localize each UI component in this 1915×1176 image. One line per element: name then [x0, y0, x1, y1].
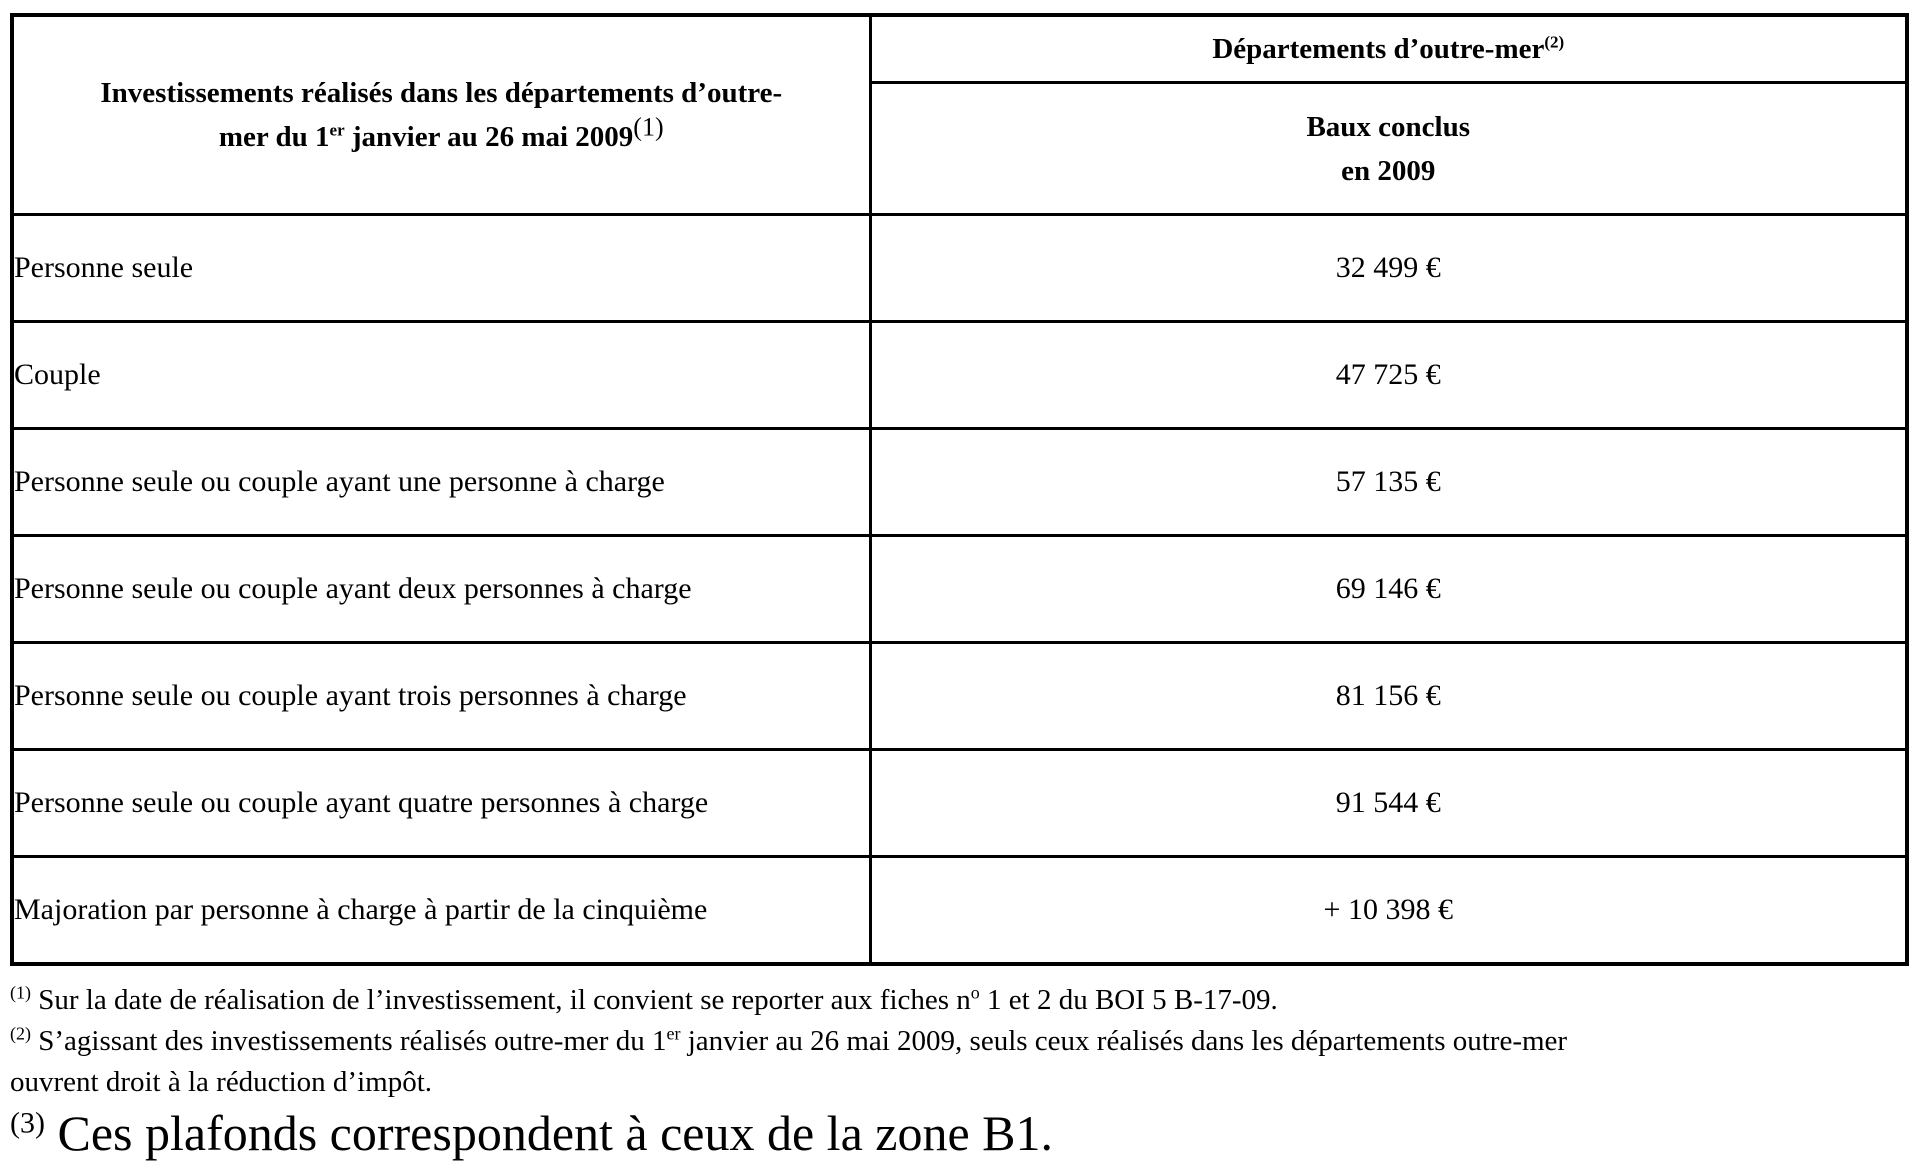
- row-label: Personne seule ou couple ayant quatre personnes à charge: [12, 750, 870, 857]
- row-label: Personne seule ou couple ayant trois personnes à charge: [12, 643, 870, 750]
- row-label: Personne seule: [12, 215, 870, 322]
- header-investments: [12, 15, 870, 215]
- row-label: Couple: [12, 322, 870, 429]
- table-row: [12, 322, 1907, 429]
- row-value: 57 135 €: [870, 429, 1907, 536]
- header-overseas-departments: Départements d’outre-mer$^{(2)}$: [870, 15, 1907, 83]
- document: [10, 13, 1905, 1161]
- row-value: 47 725 €: [870, 322, 1907, 429]
- row-value: 69 146 €: [870, 536, 1907, 643]
- footnote-2: $^{(2)}$ S’agissant des investissements réalisés outre-mer du 1er janvier au 26 mai 2009, seuls ceux réalisés dans les départements outre-mer ouvrent droit à la réduction d’impôt.: [10, 1023, 1568, 1098]
- header-investments-line2: mer du 1er janvier au 26 mai 2009$^{(1)}$: [218, 112, 664, 153]
- ceilings-table: [10, 13, 1909, 966]
- footnote-2-marker: (2): [10, 1023, 31, 1044]
- row-value: 81 156 €: [870, 643, 1907, 750]
- table-row: [12, 750, 1907, 857]
- row-value: 32 499 €: [870, 215, 1907, 322]
- footnotes: [10, 980, 1905, 1161]
- row-label: Personne seule ou couple ayant deux personnes à charge: [12, 536, 870, 643]
- footnote-3-marker: (3): [10, 1106, 45, 1140]
- header-leases-2009: Baux conclus en 2009: [870, 83, 1907, 215]
- table-row: [12, 536, 1907, 643]
- footnote-1: $^{(1)}$ Sur la date de réalisation de l’investissement, il convient se reporter aux fiches $n^o$ 1 et 2 du BOI 5 B-17-09.: [10, 982, 1278, 1016]
- footnote-3: $^{(3)}$ Ces plafonds correspondent à ceux de la zone B1.: [10, 1105, 1053, 1161]
- table-row: [12, 857, 1907, 965]
- table-header-row: [12, 15, 1907, 83]
- row-value: + 10 398 €: [870, 857, 1907, 965]
- table-row: [12, 643, 1907, 750]
- row-value: 91 544 €: [870, 750, 1907, 857]
- table-row: [12, 215, 1907, 322]
- header-investments-line1: Investissements réalisés dans les départements d’outre-: [100, 77, 783, 109]
- table-row: [12, 429, 1907, 536]
- footnote-ref-2: (2): [1544, 31, 1565, 51]
- footnote-ref-1: (1): [633, 112, 664, 142]
- row-label: Personne seule ou couple ayant une personne à charge: [12, 429, 870, 536]
- row-label: Majoration par personne à charge à partir de la cinquième: [12, 857, 870, 965]
- footnote-1-marker: (1): [10, 982, 31, 1003]
